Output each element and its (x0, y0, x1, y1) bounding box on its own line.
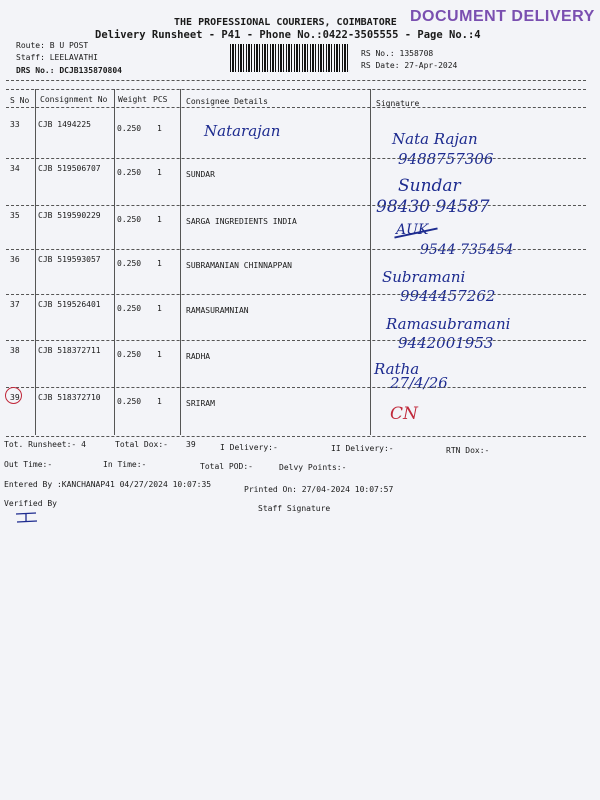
tot-runsheet: Tot. Runsheet:- 4 (4, 440, 86, 449)
row-sno: 39 (10, 393, 20, 402)
row-signature-phone: 27/4/26 (390, 374, 448, 392)
col-sno: S No (10, 96, 30, 105)
row-sno: 38 (10, 346, 20, 355)
row-pcs: 1 (157, 259, 162, 268)
footer-divider (6, 436, 586, 437)
col-line-4 (370, 89, 371, 435)
row-consignment-no: CJB 518372710 (38, 393, 101, 402)
verified-initial-mark (14, 510, 40, 524)
row-consignment-no: CJB 519526401 (38, 300, 101, 309)
col-consignee: Consignee Details (186, 97, 268, 106)
row-consignee: SUNDAR (186, 170, 215, 179)
row-signature: Sundar (398, 176, 461, 196)
row-signature: CN (390, 404, 418, 424)
runsheet-title: Delivery Runsheet - P41 - Phone No.:0422-3505555 - Page No.:4 (95, 29, 481, 41)
row-signature-phone: 9488757306 (398, 150, 494, 168)
row-consignee-handwritten: Natarajan (204, 122, 281, 140)
row-sno: 35 (10, 211, 20, 220)
row-weight: 0.250 (117, 304, 142, 313)
row-signature-phone: 98430 94587 (376, 197, 490, 217)
ii-delivery: II Delivery:- (331, 444, 394, 453)
row-consignment-no: CJB 519590229 (38, 211, 101, 220)
row-signature: Ratha (374, 360, 420, 378)
col-pcs: PCS (153, 95, 168, 104)
red-circle-mark (5, 387, 22, 404)
row-sno: 33 (10, 120, 20, 129)
row-signature-phone: 9544 735454 (420, 242, 514, 258)
row-weight: 0.250 (117, 124, 142, 133)
company-name: THE PROFESSIONAL COURIERS, COIMBATORE (174, 17, 397, 28)
row-weight: 0.250 (117, 259, 142, 268)
out-time: Out Time:- (4, 460, 53, 469)
rs-number: RS No.: 1358708 (361, 49, 434, 58)
row-pcs: 1 (157, 215, 162, 224)
row-consignment-no: CJB 519593057 (38, 255, 101, 264)
row-pcs: 1 (157, 124, 162, 133)
rs-date: RS Date: 27-Apr-2024 (361, 61, 458, 70)
row-consignee: SRIRAM (186, 399, 215, 408)
header-divider-top (6, 80, 586, 81)
rtn-dox: RTN Dox:- (446, 446, 490, 455)
col-weight: Weight (118, 95, 147, 104)
row-sno: 34 (10, 164, 20, 173)
row-sno: 37 (10, 300, 20, 309)
row-signature: AUK (396, 222, 429, 238)
row-consignment-no: CJB 519506707 (38, 164, 101, 173)
header-divider (6, 89, 586, 90)
row-consignee: RADHA (186, 352, 211, 361)
col-line-2 (114, 89, 115, 435)
row-pcs: 1 (157, 350, 162, 359)
row-weight: 0.250 (117, 397, 142, 406)
col-line-3 (180, 89, 181, 435)
row-pcs: 1 (157, 304, 162, 313)
row-divider (6, 158, 586, 159)
staff-label: Staff: LEELAVATHI (16, 53, 98, 62)
drs-number: DRS No.: DCJB135870804 (16, 66, 122, 75)
row-signature: Nata Rajan (392, 130, 478, 148)
row-consignee: SARGA INGREDIENTS INDIA (186, 217, 297, 226)
document-delivery-stamp: DOCUMENT DELIVERY (410, 8, 595, 25)
col-line-1 (35, 89, 36, 435)
route-label: Route: B U POST (16, 41, 89, 50)
row-consignment-no: CJB 518372711 (38, 346, 101, 355)
row-consignee: RAMASURAMNIAN (186, 306, 249, 315)
delvy-points: Delvy Points:- (279, 463, 347, 472)
row-divider (6, 294, 586, 295)
row-pcs: 1 (157, 168, 162, 177)
col-signature: Signature (376, 99, 420, 108)
in-time: In Time:- (103, 460, 147, 469)
total-dox-label: Total Dox:- (115, 440, 168, 449)
row-signature-phone: 9944457262 (400, 287, 496, 305)
row-weight: 0.250 (117, 350, 142, 359)
total-pod: Total POD:- (200, 462, 253, 471)
row-weight: 0.250 (117, 168, 142, 177)
staff-signature-label: Staff Signature (258, 504, 331, 513)
i-delivery: I Delivery:- (220, 443, 278, 452)
row-sno: 36 (10, 255, 20, 264)
barcode (230, 44, 350, 72)
col-consignment: Consignment No (40, 95, 108, 104)
columns-divider (6, 107, 586, 108)
total-dox-value: 39 (186, 440, 196, 449)
row-signature-phone: 9442001953 (398, 334, 494, 352)
printed-on: Printed On: 27/04-2024 10:07:57 (244, 485, 394, 494)
row-consignment-no: CJB 1494225 (38, 120, 91, 129)
row-pcs: 1 (157, 397, 162, 406)
row-divider (6, 205, 586, 206)
row-signature: Subramani (382, 268, 466, 286)
row-divider (6, 387, 586, 388)
row-consignee: SUBRAMANIAN CHINNAPPAN (186, 261, 292, 270)
entered-by: Entered By :KANCHANAP41 04/27/2024 10:07:35 (4, 480, 212, 489)
verified-by: Verified By (4, 499, 57, 508)
row-signature: Ramasubramani (386, 315, 511, 333)
row-divider (6, 249, 586, 250)
row-divider (6, 340, 586, 341)
row-weight: 0.250 (117, 215, 142, 224)
